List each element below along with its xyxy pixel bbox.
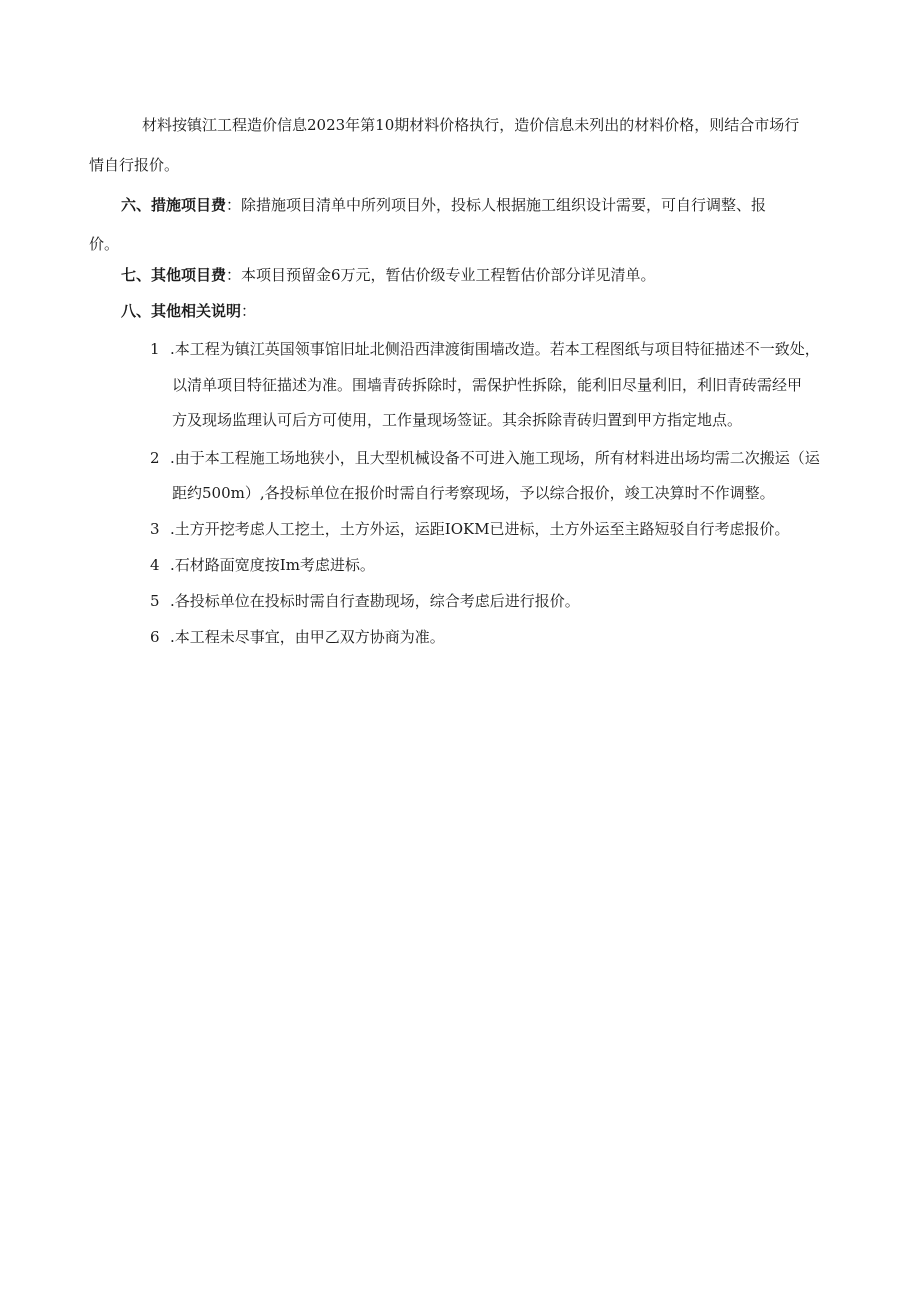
list-item-text: .本工程未尽事宜，由甲乙双方协商为准。 — [170, 628, 445, 646]
section7-title: 七、其他项目费 — [121, 266, 227, 284]
section6-paragraph — [121, 198, 766, 213]
list-item-1-cont1: 以清单项目特征描述为准。围墙青砖拆除时，需保护性拆除，能利旧尽量利旧，利旧青砖需经甲 — [172, 376, 803, 394]
list-item-text: .土方开挖考虑人工挖土，土方外运，运距IOKM已进标，土方外运至主路短驳自行考虑报价。 — [170, 520, 790, 538]
list-item-number: 2 — [150, 449, 160, 467]
list-item-6 — [150, 630, 445, 645]
section7-paragraph — [121, 268, 656, 283]
section8-colon: ： — [241, 302, 257, 320]
list-item-text: .石材路面宽度按Im考虑进标。 — [170, 556, 375, 574]
list-item-text: .各投标单位在投标时需自行查勘现场，综合考虑后进行报价。 — [170, 592, 580, 610]
list-item-number: 1 — [150, 340, 160, 358]
list-item-2 — [150, 451, 820, 466]
list-item-1 — [150, 342, 820, 357]
list-item-text: .由于本工程施工场地狭小，且大型机械设备不可进入施工现场，所有材料进出场均需二次搬运（运 — [170, 449, 820, 467]
list-item-1-cont2: 方及现场监理认可后方可使用，工作量现场签证。其余拆除青砖归置到甲方指定地点。 — [172, 411, 743, 429]
list-item-number: 6 — [150, 628, 160, 646]
list-item-number: 5 — [150, 592, 160, 610]
list-item-5 — [150, 594, 580, 609]
material-paragraph-line2: 情自行报价。 — [89, 156, 180, 174]
section8-heading — [121, 304, 256, 319]
material-paragraph-line1: 材料按镇江工程造价信息2023年第10期材料价格执行，造价信息未列出的材料价格，则结合市场行 — [142, 116, 800, 134]
section6-text-cont: 价。 — [89, 235, 120, 253]
list-item-number: 3 — [150, 520, 160, 538]
section8-title: 八、其他相关说明 — [121, 302, 242, 320]
list-item-3 — [150, 522, 790, 537]
list-item-number: 4 — [150, 556, 160, 574]
section6-title: 六、措施项目费 — [121, 196, 227, 214]
section6-text: ：除措施项目清单中所列项目外，投标人根据施工组织设计需要，可自行调整、报 — [226, 196, 767, 214]
section7-text: ：本项目预留金6万元，暂估价级专业工程暂估价部分详见清单。 — [226, 266, 656, 284]
list-item-text: .本工程为镇江英国领事馆旧址北侧沿西津渡街围墙改造。若本工程图纸与项目特征描述不一致处， — [170, 340, 820, 358]
list-item-4 — [150, 558, 375, 573]
list-item-2-cont1: 距约500m）,各投标单位在报价时需自行考察现场，予以综合报价，竣工决算时不作调整。 — [172, 484, 775, 502]
